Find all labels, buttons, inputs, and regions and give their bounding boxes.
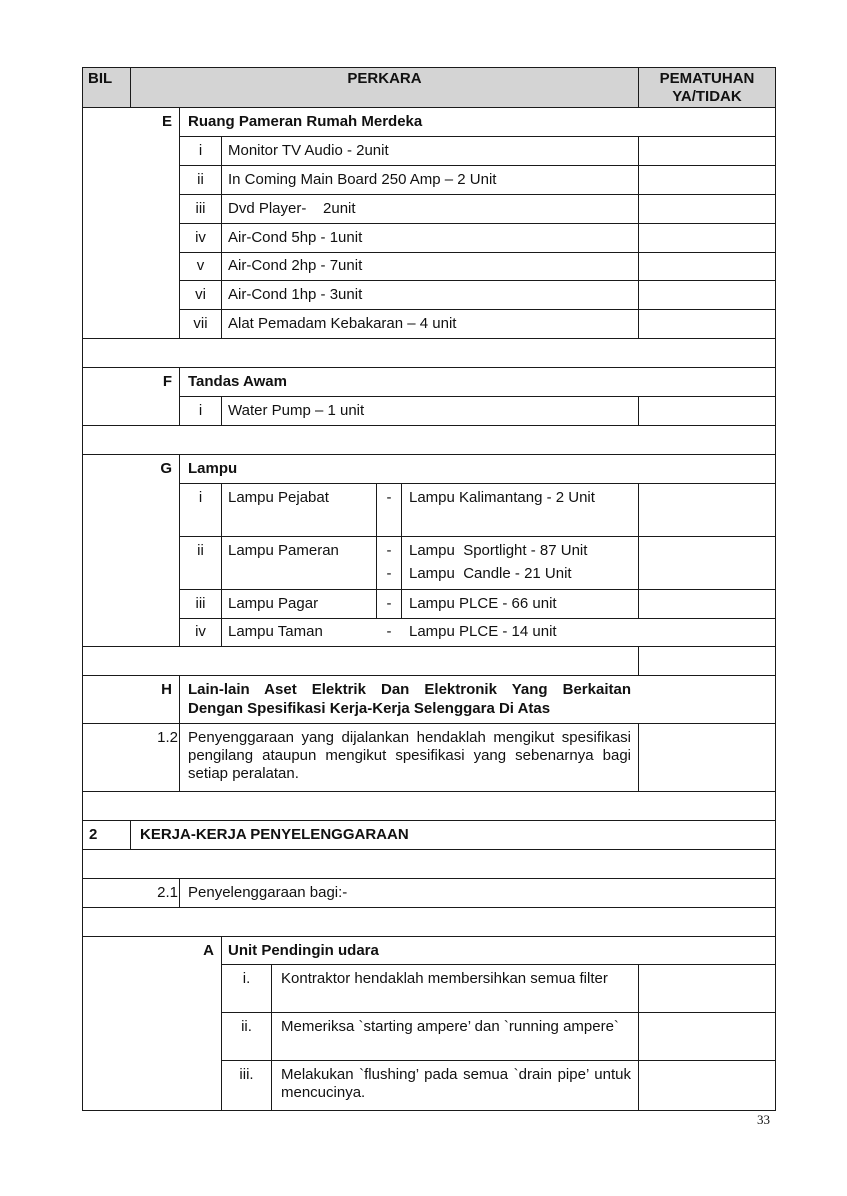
item-number: vii: [193, 315, 208, 332]
item-text: Water Pump – 1 unit: [228, 402, 365, 419]
header-pematuhan: PEMATUHAN YA/TIDAK: [659, 70, 755, 105]
item-text: Air-Cond 1hp - 3unit: [228, 286, 363, 303]
header-bil: BIL: [88, 70, 113, 87]
compliance-table: [82, 67, 776, 1111]
lamp-name: Lampu Pagar: [228, 595, 319, 612]
clause-number: 2.1: [157, 884, 178, 901]
item-number: iii: [195, 595, 206, 612]
section-letter: A: [203, 942, 214, 959]
item-text: Melakukan `flushing’ pada semua `drain pipe’ untuk mencucinya.: [281, 1066, 631, 1101]
section-title: Lampu: [188, 460, 238, 477]
item-text: Kontraktor hendaklah membersihkan semua filter: [281, 970, 608, 987]
lamp-name: Lampu Pameran: [228, 542, 339, 559]
item-number: ii.: [241, 1018, 252, 1035]
item-text: Dvd Player- 2unit: [228, 200, 356, 217]
dash: -: [386, 565, 392, 582]
item-number: i.: [242, 970, 251, 987]
section-number: 2: [89, 826, 98, 843]
section-title: Unit Pendingin udara: [228, 942, 379, 959]
section-letter: F: [162, 373, 172, 390]
item-number: vi: [195, 286, 206, 303]
dash: -: [386, 623, 392, 640]
item-number: i: [198, 402, 203, 419]
clause-number: 1.2: [157, 729, 178, 746]
page-number: 33: [757, 1112, 770, 1127]
item-text: Memeriksa `starting ampere’ dan `running ampere`: [281, 1018, 619, 1035]
lamp-detail: Lampu Kalimantang - 2 Unit: [409, 489, 595, 506]
item-number: ii: [197, 542, 204, 559]
section-title: Lain-lain Aset Elektrik Dan Elektronik Yang Berkaitan: [188, 681, 631, 698]
item-number: i: [198, 142, 203, 159]
lamp-detail: Lampu PLCE - 66 unit: [409, 595, 557, 612]
item-number: iv: [195, 229, 206, 246]
clause-text: Penyenggaraan yang dijalankan hendaklah mengikut spesifikasi pengilang ataupun mengikut spesifikasi yang sebenarnya bagi setiap peralatan.: [188, 729, 631, 782]
item-text: In Coming Main Board 250 Amp – 2 Unit: [228, 171, 497, 188]
dash: -: [386, 542, 392, 559]
item-number: iii: [195, 200, 206, 217]
item-number: i: [198, 489, 203, 506]
lamp-name: Lampu Taman: [228, 623, 323, 640]
item-number: v: [196, 257, 205, 274]
item-text: Alat Pemadam Kebakaran – 4 unit: [228, 315, 457, 332]
section-title: KERJA-KERJA PENYELENGGARAAN: [140, 826, 409, 843]
clause-text: Penyelenggaraan bagi:-: [188, 884, 348, 901]
lamp-detail: Lampu Candle - 21 Unit: [409, 565, 572, 582]
section-title: Ruang Pameran Rumah Merdeka: [188, 113, 423, 130]
header-perkara: PERKARA: [347, 70, 422, 87]
item-text: Monitor TV Audio - 2unit: [228, 142, 389, 159]
item-text: Air-Cond 2hp - 7unit: [228, 257, 363, 274]
section-letter: E: [161, 113, 172, 130]
section-letter: H: [161, 681, 172, 698]
lamp-detail: Lampu Sportlight - 87 Unit: [409, 542, 588, 559]
section-letter: G: [160, 460, 172, 477]
lamp-name: Lampu Pejabat: [228, 489, 329, 506]
lamp-detail: Lampu PLCE - 14 unit: [409, 623, 557, 640]
dash: -: [386, 489, 392, 506]
item-number: ii: [197, 171, 204, 188]
item-number: iii.: [239, 1066, 254, 1083]
dash: -: [386, 595, 392, 612]
item-text: Air-Cond 5hp - 1unit: [228, 229, 363, 246]
section-title: Dengan Spesifikasi Kerja-Kerja Selenggara Di Atas: [188, 700, 551, 717]
item-number: iv: [195, 623, 206, 640]
section-title: Tandas Awam: [188, 373, 287, 390]
